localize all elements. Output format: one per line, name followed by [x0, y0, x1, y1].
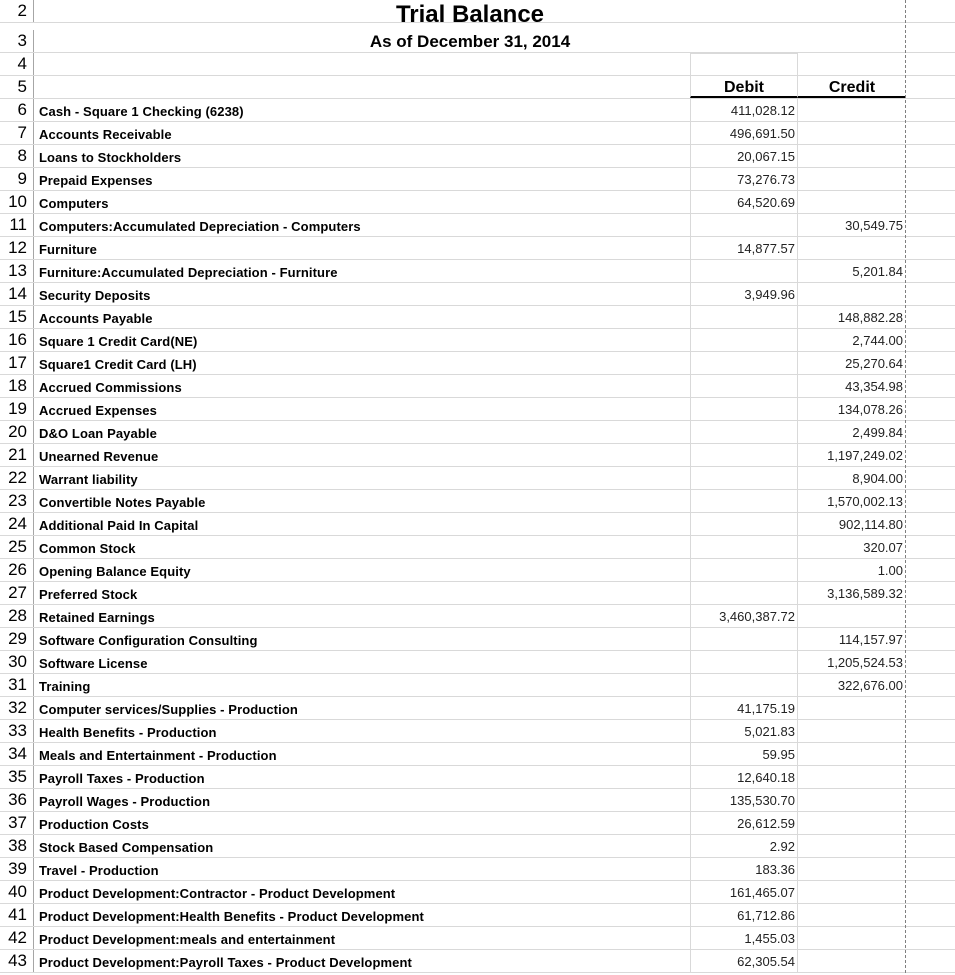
- row-header[interactable]: 25: [0, 536, 34, 558]
- account-name-cell[interactable]: Preferred Stock: [39, 587, 138, 602]
- account-name-cell[interactable]: Software Configuration Consulting: [39, 633, 258, 648]
- debit-cell[interactable]: [690, 536, 798, 558]
- debit-cell[interactable]: [690, 651, 798, 673]
- row-header[interactable]: 35: [0, 766, 34, 788]
- row-header[interactable]: 2: [0, 0, 34, 22]
- credit-cell[interactable]: [798, 145, 906, 167]
- credit-column-header[interactable]: Credit: [798, 76, 906, 98]
- debit-cell[interactable]: 411,028.12: [690, 99, 798, 121]
- credit-cell[interactable]: 320.07: [863, 540, 903, 555]
- row-header[interactable]: 15: [0, 306, 34, 328]
- table-row: [0, 766, 955, 789]
- table-row: [0, 145, 955, 168]
- debit-cell[interactable]: 2.92: [690, 835, 798, 857]
- debit-cell[interactable]: [690, 467, 798, 489]
- sheet-row: [0, 76, 955, 99]
- debit-cell[interactable]: [690, 628, 798, 650]
- account-name-cell[interactable]: Unearned Revenue: [39, 449, 159, 464]
- row-header[interactable]: 20: [0, 421, 34, 443]
- credit-cell[interactable]: [798, 720, 906, 742]
- account-name-cell[interactable]: Furniture:Accumulated Depreciation - Furniture: [39, 265, 338, 280]
- debit-cell[interactable]: 64,520.69: [690, 191, 798, 213]
- table-row: [0, 927, 955, 950]
- credit-cell[interactable]: 30,549.75: [845, 218, 903, 233]
- account-name-cell[interactable]: Health Benefits - Production: [39, 725, 217, 740]
- debit-cell[interactable]: [690, 513, 798, 535]
- row-header[interactable]: 24: [0, 513, 34, 535]
- account-name-cell[interactable]: Travel - Production: [39, 863, 159, 878]
- row-header[interactable]: 27: [0, 582, 34, 604]
- table-row: [0, 490, 955, 513]
- row-header[interactable]: 32: [0, 697, 34, 719]
- table-row: [0, 582, 955, 605]
- account-name-cell[interactable]: Computer services/Supplies - Production: [39, 702, 298, 717]
- row-header[interactable]: 41: [0, 904, 34, 926]
- account-name-cell[interactable]: Production Costs: [39, 817, 149, 832]
- account-name-cell[interactable]: Computers:Accumulated Depreciation - Computers: [39, 219, 361, 234]
- table-row: [0, 674, 955, 697]
- table-row: [0, 950, 955, 973]
- table-row: [0, 375, 955, 398]
- row-header[interactable]: 28: [0, 605, 34, 627]
- account-name-cell[interactable]: Payroll Wages - Production: [39, 794, 211, 809]
- debit-cell[interactable]: 161,465.07: [690, 881, 798, 903]
- table-row: [0, 237, 955, 260]
- debit-cell[interactable]: [690, 421, 798, 443]
- credit-cell[interactable]: [798, 99, 906, 121]
- debit-cell[interactable]: 3,949.96: [690, 283, 798, 305]
- account-name-cell[interactable]: Payroll Taxes - Production: [39, 771, 205, 786]
- table-row: [0, 329, 955, 352]
- table-row: [0, 421, 955, 444]
- row-header[interactable]: 40: [0, 881, 34, 903]
- row-header[interactable]: 9: [0, 168, 34, 190]
- credit-cell[interactable]: 1,197,249.02: [827, 448, 903, 463]
- sheet-row: [0, 30, 955, 53]
- row-header[interactable]: 18: [0, 375, 34, 397]
- row-header[interactable]: 22: [0, 467, 34, 489]
- account-name-cell[interactable]: D&O Loan Payable: [39, 426, 157, 441]
- account-name-cell[interactable]: Stock Based Compensation: [39, 840, 214, 855]
- debit-cell[interactable]: 135,530.70: [690, 789, 798, 811]
- debit-cell[interactable]: 59.95: [690, 743, 798, 765]
- debit-cell[interactable]: [690, 214, 798, 236]
- account-name-cell[interactable]: Security Deposits: [39, 288, 151, 303]
- debit-cell[interactable]: 3,460,387.72: [690, 605, 798, 627]
- credit-cell[interactable]: 1,205,524.53: [827, 655, 903, 670]
- account-name-cell[interactable]: Accounts Payable: [39, 311, 153, 326]
- credit-cell[interactable]: 114,157.97: [838, 632, 903, 647]
- table-row: [0, 605, 955, 628]
- account-name-cell[interactable]: Accrued Commissions: [39, 380, 182, 395]
- sheet-row: [0, 0, 955, 28]
- table-row: [0, 260, 955, 283]
- account-name-cell[interactable]: Computers: [39, 196, 109, 211]
- table-row: [0, 651, 955, 674]
- debit-cell[interactable]: 41,175.19: [690, 697, 798, 719]
- credit-cell[interactable]: [798, 835, 906, 857]
- table-row: [0, 214, 955, 237]
- credit-cell[interactable]: [798, 237, 906, 259]
- table-row: [0, 306, 955, 329]
- credit-cell[interactable]: 2,499.84: [852, 425, 903, 440]
- account-name-cell[interactable]: Square1 Credit Card (LH): [39, 357, 197, 372]
- table-row: [0, 628, 955, 651]
- debit-cell[interactable]: 26,612.59: [690, 812, 798, 834]
- page-break-line: [905, 0, 906, 973]
- table-row: [0, 697, 955, 720]
- account-name-cell[interactable]: Retained Earnings: [39, 610, 155, 625]
- debit-column-header[interactable]: Debit: [690, 76, 798, 98]
- sheet-row: [0, 53, 955, 76]
- table-row: [0, 398, 955, 421]
- debit-cell[interactable]: [690, 582, 798, 604]
- debit-cell[interactable]: 62,305.54: [690, 950, 798, 972]
- row-header[interactable]: 14: [0, 283, 34, 305]
- credit-cell[interactable]: [798, 812, 906, 834]
- credit-cell[interactable]: [798, 950, 906, 972]
- credit-cell[interactable]: [798, 927, 906, 949]
- empty-cell[interactable]: [690, 53, 798, 75]
- row-header[interactable]: 23: [0, 490, 34, 512]
- debit-cell[interactable]: [690, 260, 798, 282]
- account-name-cell[interactable]: Cash - Square 1 Checking (6238): [39, 104, 244, 119]
- credit-cell[interactable]: [798, 789, 906, 811]
- account-name-cell[interactable]: Convertible Notes Payable: [39, 495, 206, 510]
- account-name-cell[interactable]: Additional Paid In Capital: [39, 518, 199, 533]
- credit-cell[interactable]: 25,270.64: [845, 356, 903, 371]
- debit-cell[interactable]: [690, 375, 798, 397]
- credit-cell[interactable]: [798, 743, 906, 765]
- row-header[interactable]: 30: [0, 651, 34, 673]
- debit-cell[interactable]: 73,276.73: [690, 168, 798, 190]
- row-header[interactable]: 43: [0, 950, 34, 972]
- credit-cell[interactable]: [798, 697, 906, 719]
- credit-cell[interactable]: [798, 168, 906, 190]
- debit-cell[interactable]: 183.36: [690, 858, 798, 880]
- account-name-cell[interactable]: Meals and Entertainment - Production: [39, 748, 277, 763]
- row-header[interactable]: 26: [0, 559, 34, 581]
- debit-cell[interactable]: [690, 352, 798, 374]
- row-header[interactable]: 42: [0, 927, 34, 949]
- credit-cell[interactable]: 902,114.80: [838, 517, 903, 532]
- credit-cell[interactable]: 134,078.26: [837, 402, 903, 417]
- table-row: [0, 467, 955, 490]
- account-name-cell[interactable]: Accounts Receivable: [39, 127, 172, 142]
- credit-cell[interactable]: [798, 766, 906, 788]
- credit-cell[interactable]: [798, 283, 906, 305]
- debit-cell[interactable]: 20,067.15: [690, 145, 798, 167]
- debit-cell[interactable]: 5,021.83: [690, 720, 798, 742]
- account-name-cell[interactable]: Product Development:Contractor - Product Development: [39, 886, 396, 901]
- account-name-cell[interactable]: Product Development:meals and entertainment: [39, 932, 336, 947]
- row-header[interactable]: 6: [0, 99, 34, 121]
- debit-cell[interactable]: 14,877.57: [690, 237, 798, 259]
- table-row: [0, 904, 955, 927]
- account-name-cell[interactable]: Prepaid Expenses: [39, 173, 153, 188]
- debit-cell[interactable]: [690, 306, 798, 328]
- table-row: [0, 168, 955, 191]
- credit-cell[interactable]: 3,136,589.32: [827, 586, 903, 601]
- row-header[interactable]: 5: [0, 76, 34, 98]
- debit-cell[interactable]: [690, 444, 798, 466]
- row-header[interactable]: 37: [0, 812, 34, 834]
- table-row: [0, 191, 955, 214]
- account-name-cell[interactable]: Square 1 Credit Card(NE): [39, 334, 198, 349]
- table-row: [0, 352, 955, 375]
- table-row: [0, 122, 955, 145]
- row-header[interactable]: 8: [0, 145, 34, 167]
- credit-cell[interactable]: [798, 605, 906, 627]
- debit-cell[interactable]: [690, 674, 798, 696]
- row-header[interactable]: 12: [0, 237, 34, 259]
- table-row: [0, 858, 955, 881]
- table-row: [0, 789, 955, 812]
- credit-cell[interactable]: [798, 881, 906, 903]
- row-header[interactable]: 17: [0, 352, 34, 374]
- credit-cell[interactable]: 43,354.98: [845, 379, 903, 394]
- table-row: [0, 812, 955, 835]
- row-header[interactable]: 36: [0, 789, 34, 811]
- debit-cell[interactable]: 61,712.86: [690, 904, 798, 926]
- table-row: [0, 99, 955, 122]
- row-header[interactable]: 3: [0, 30, 34, 52]
- debit-cell[interactable]: 12,640.18: [690, 766, 798, 788]
- table-row: [0, 536, 955, 559]
- debit-cell[interactable]: [690, 559, 798, 581]
- credit-cell[interactable]: [798, 191, 906, 213]
- table-row: [0, 283, 955, 306]
- credit-cell[interactable]: 322,676.00: [837, 678, 903, 693]
- row-header[interactable]: 29: [0, 628, 34, 650]
- account-name-cell[interactable]: Common Stock: [39, 541, 136, 556]
- account-name-cell[interactable]: Product Development:Health Benefits - Product Development: [39, 909, 424, 924]
- debit-cell[interactable]: 496,691.50: [690, 122, 798, 144]
- account-name-cell[interactable]: Opening Balance Equity: [39, 564, 191, 579]
- table-row: [0, 559, 955, 582]
- account-name-cell[interactable]: Loans to Stockholders: [39, 150, 182, 165]
- row-header[interactable]: 10: [0, 191, 34, 213]
- row-header[interactable]: 31: [0, 674, 34, 696]
- row-header[interactable]: 4: [0, 53, 34, 75]
- table-row: [0, 835, 955, 858]
- table-row: [0, 881, 955, 904]
- credit-cell[interactable]: [798, 858, 906, 880]
- debit-cell[interactable]: 1,455.03: [690, 927, 798, 949]
- credit-cell[interactable]: 148,882.28: [837, 310, 903, 325]
- row-header[interactable]: 13: [0, 260, 34, 282]
- row-header[interactable]: 39: [0, 858, 34, 880]
- credit-cell[interactable]: [798, 904, 906, 926]
- row-header[interactable]: 19: [0, 398, 34, 420]
- table-row: [0, 513, 955, 536]
- account-name-cell[interactable]: Accrued Expenses: [39, 403, 157, 418]
- row-header[interactable]: 33: [0, 720, 34, 742]
- credit-cell[interactable]: 1,570,002.13: [827, 494, 903, 509]
- credit-cell[interactable]: [798, 122, 906, 144]
- report-subtitle[interactable]: As of December 31, 2014: [369, 32, 571, 51]
- account-name-cell[interactable]: Product Development:Payroll Taxes - Product Development: [39, 955, 412, 970]
- row-header[interactable]: 7: [0, 122, 34, 144]
- report-title[interactable]: Trial Balance: [395, 1, 545, 28]
- account-name-cell[interactable]: Furniture: [39, 242, 97, 257]
- credit-cell[interactable]: 1.00: [877, 563, 903, 578]
- account-name-cell[interactable]: Warrant liability: [39, 472, 138, 487]
- row-header[interactable]: 21: [0, 444, 34, 466]
- row-header[interactable]: 16: [0, 329, 34, 351]
- row-header[interactable]: 34: [0, 743, 34, 765]
- table-row: [0, 720, 955, 743]
- credit-cell[interactable]: 5,201.84: [852, 264, 903, 279]
- debit-cell[interactable]: [690, 329, 798, 351]
- row-header[interactable]: 11: [0, 214, 34, 236]
- debit-cell[interactable]: [690, 398, 798, 420]
- debit-cell[interactable]: [690, 490, 798, 512]
- account-name-cell[interactable]: Training: [39, 679, 91, 694]
- credit-cell[interactable]: 8,904.00: [852, 471, 903, 486]
- table-row: [0, 743, 955, 766]
- credit-cell[interactable]: 2,744.00: [852, 333, 903, 348]
- row-header[interactable]: 38: [0, 835, 34, 857]
- account-name-cell[interactable]: Software License: [39, 656, 148, 671]
- table-row: [0, 444, 955, 467]
